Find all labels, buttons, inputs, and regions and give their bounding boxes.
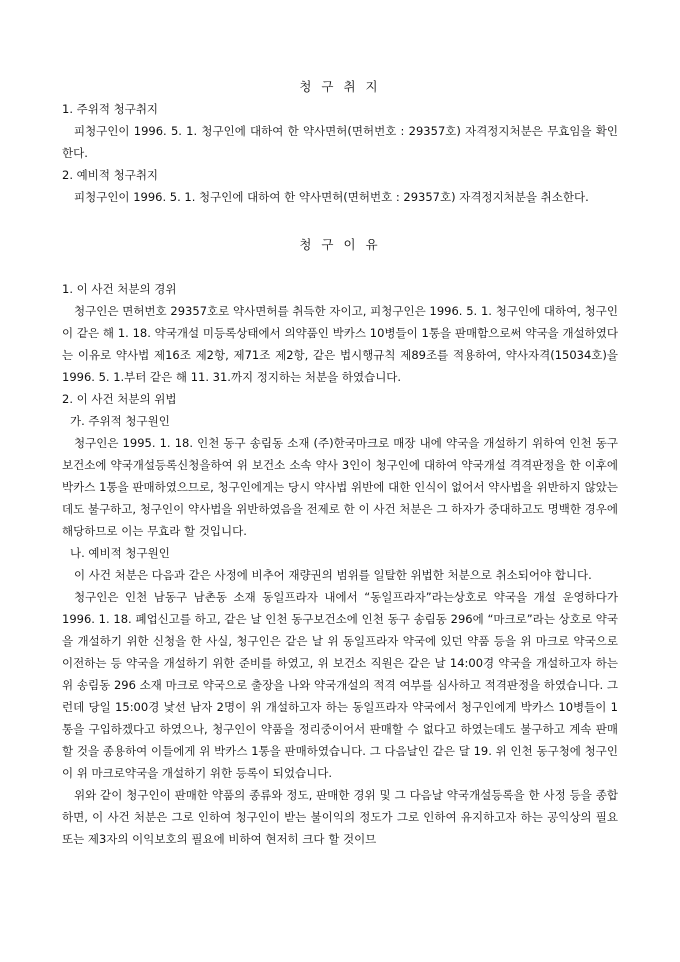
section-2b-heading: 나. 예비적 청구원인 xyxy=(70,546,170,560)
section-2-heading: 2. 이 사건 처분의 위법 xyxy=(62,392,177,406)
primary-claim-text: 피청구인이 1996. 5. 1. 청구인에 대하여 한 약사면허(면허번호 : 29357호) 자격정지처분은 무효임을 확인한다. xyxy=(62,124,618,160)
section-1-text: 청구인은 면허번호 29357호로 약사면허를 취득한 자이고, 피청구인은 1996. 5. 1. 청구인에 대하여, 청구인이 같은 해 1. 18. 약국개설 미등록상태에서 의약품인 박카스 10병들이 1통을 판매함으로써 약국을 개설하였다는 이유로 약사법 제16조 제2항, 제71조 제2항, 같은 법시행규칙 제89조를 적용하여, 약사자격(15034호)을 1996. 5. 1.부터 같은 해 11. 31.까지 정지하는 처분을 하였습니다. xyxy=(62,304,618,384)
secondary-claim-text: 피청구인이 1996. 5. 1. 청구인에 대하여 한 약사면허(면허번호 : 29357호) 자격정지처분을 취소한다. xyxy=(74,190,589,204)
section-2a-text: 청구인은 1995. 1. 18. 인천 동구 송림동 소재 (주)한국마크로 매장 내에 약국을 개설하기 위하여 인천 동구보건소에 약국개설등록신청을하여 위 보건소 소속 약사 3인이 청구인에 대하여 약국개설 격격판정을 한 이후에 박카스 1통을 판매하였으므로, 청구인에게는 당시 약사법 위반에 대한 인식이 없어서 약사법을 위반하지 않았는데도 불구하고, 청구인이 약사법을 위반하였음을 전제로 한 이 사건 처분은 그 하자가 중대하고도 명백한 경우에 해당하므로 이는 무효라 할 것입니다. xyxy=(62,436,618,538)
purpose-title: 청 구 취 지 xyxy=(299,79,381,94)
section-2b-text-1: 이 사건 처분은 다음과 같은 사정에 비추어 재량권의 범위를 일탈한 위법한 처분으로 취소되어야 합니다. xyxy=(74,568,592,582)
section-2a-heading: 가. 주위적 청구원인 xyxy=(70,414,170,428)
section-2b-text-2: 청구인은 인천 남동구 남촌동 소재 동일프라자 내에서 “동일프라자”라는상호로 약국을 개설 운영하다가 1996. 1. 18. 폐업신고를 하고, 같은 날 인천 동구보건소에 인천 동구 송림동 296에 “마크로”라는 상호로 약국을 개설하기 위한 신청을 한 사실, 청구인은 같은 날 위 동일프라자 약국에 있던 약품 등을 위 마크로 약국으로 이전하는 등 약국을 개설하기 위한 준비를 하였고, 위 보건소 직원은 같은 날 14:00경 약국을 개설하고자 하는 위 송림동 296 소재 마크로 약국으로 출장을 나와 약국개설의 적격 여부를 심사하고 적격판정을 하였습니다. 그런데 당일 15:00경 낯선 남자 2명이 위 개설하고자 하는 동일프라자 약국에서 청구인에게 박카스 10병들이 1통을 구입하겠다고 하였으나, 청구인이 약품을 정리중이어서 판매할 수 없다고 하였는데도 불구하고 계속 판매할 것을 종용하여 이들에게 위 박카스 1통을 판매하였습니다. 그 다음날인 같은 달 19. 위 인천 동구청에 청구인이 위 마크로약국을 개설하기 위한 등록이 되었습니다. xyxy=(62,590,618,780)
primary-claim-heading: 1. 주위적 청구취지 xyxy=(62,102,159,116)
section-1-heading: 1. 이 사건 처분의 경위 xyxy=(62,282,177,296)
secondary-claim-heading: 2. 예비적 청구취지 xyxy=(62,168,159,182)
reasons-title: 청 구 이 유 xyxy=(299,237,381,252)
section-2b-text-3: 위와 같이 청구인이 판매한 약품의 종류와 정도, 판매한 경위 및 그 다음날 약국개설등록을 한 사정 등을 종합하면, 이 사건 처분은 그로 인하여 청구인이 받는 불이익의 정도가 그로 인하여 유지하고자 하는 공익상의 필요 또는 제3자의 이익보호의 필요에 비하여 현저히 크다 할 것이므 xyxy=(62,788,618,846)
